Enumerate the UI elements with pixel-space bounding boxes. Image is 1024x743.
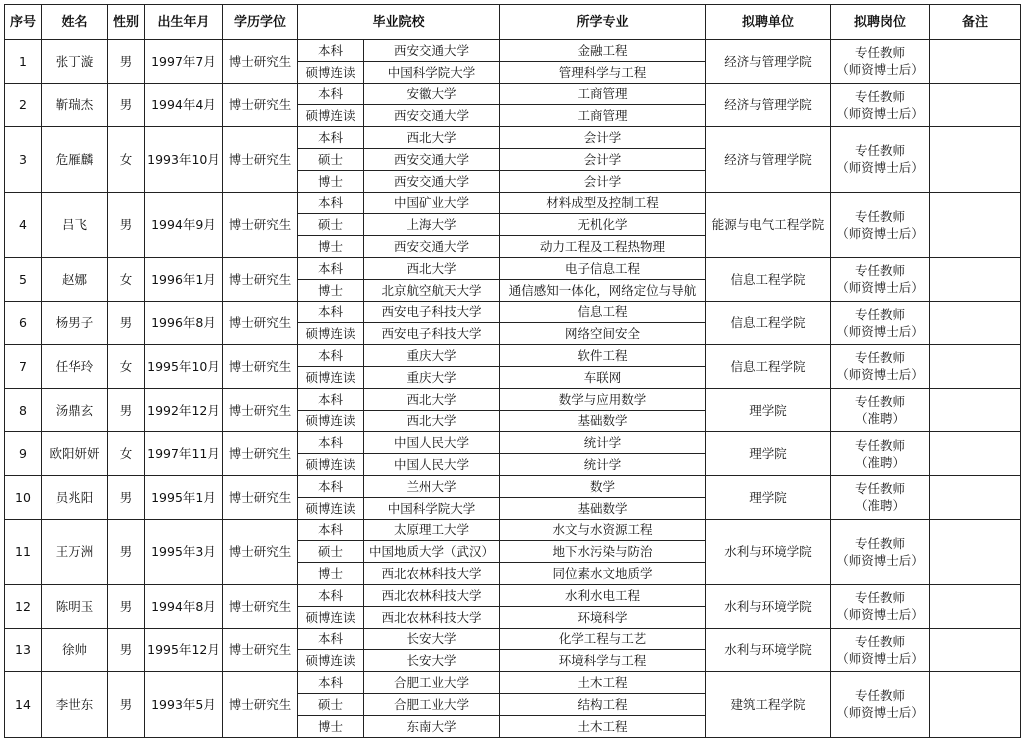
post-title: 专任教师 <box>855 263 906 279</box>
edu-stage-cell: 硕士 <box>298 148 364 170</box>
edu-stage-cell: 本科 <box>298 127 364 149</box>
name-cell: 陈明玉 <box>42 584 108 628</box>
birth-cell: 1992年12月 <box>145 388 223 432</box>
seq-cell: 11 <box>5 519 42 584</box>
post-title: 专任教师 <box>855 535 906 551</box>
edu-stage-cell: 博士 <box>298 279 364 301</box>
degree-cell: 博士研究生 <box>223 301 298 345</box>
post-type: （准聘） <box>855 498 906 514</box>
school-cell: 西安交通大学 <box>364 40 500 62</box>
seq-cell: 1 <box>5 40 42 84</box>
school-cell: 北京航空航天大学 <box>364 279 500 301</box>
gender-cell: 女 <box>108 257 145 301</box>
header-school: 毕业院校 <box>298 5 500 40</box>
seq-cell: 3 <box>5 127 42 192</box>
major-cell: 金融工程 <box>500 40 706 62</box>
edu-stage-cell: 硕博连读 <box>298 61 364 83</box>
birth-cell: 1995年1月 <box>145 475 223 519</box>
major-cell: 电子信息工程 <box>500 257 706 279</box>
remark-cell <box>930 345 1021 389</box>
name-cell: 张丁漩 <box>42 40 108 84</box>
school-cell: 西北大学 <box>364 388 500 410</box>
major-cell: 工商管理 <box>500 105 706 127</box>
header-degree: 学历学位 <box>223 5 298 40</box>
header-birth: 出生年月 <box>145 5 223 40</box>
school-cell: 中国矿业大学 <box>364 192 500 214</box>
school-cell: 合肥工业大学 <box>364 672 500 694</box>
major-cell: 同位素水文地质学 <box>500 563 706 585</box>
birth-cell: 1995年12月 <box>145 628 223 672</box>
birth-cell: 1995年10月 <box>145 345 223 389</box>
edu-stage-cell: 硕博连读 <box>298 454 364 476</box>
remark-cell <box>930 192 1021 257</box>
edu-stage-cell: 本科 <box>298 672 364 694</box>
birth-cell: 1994年8月 <box>145 584 223 628</box>
table-body <box>5 40 1021 738</box>
post-type: （师资博士后） <box>836 62 924 78</box>
unit-cell: 水利与环境学院 <box>706 519 831 584</box>
major-cell: 网络空间安全 <box>500 323 706 345</box>
major-cell: 软件工程 <box>500 345 706 367</box>
header-major: 所学专业 <box>500 5 706 40</box>
post-type: （师资博士后） <box>836 552 924 568</box>
edu-stage-cell: 本科 <box>298 257 364 279</box>
unit-cell: 信息工程学院 <box>706 301 831 345</box>
major-cell: 通信感知一体化，网络定位与导航 <box>500 279 706 301</box>
seq-cell: 13 <box>5 628 42 672</box>
school-cell: 太原理工大学 <box>364 519 500 541</box>
major-cell: 工商管理 <box>500 83 706 105</box>
table-row <box>5 345 1021 367</box>
major-cell: 数学 <box>500 475 706 497</box>
degree-cell: 博士研究生 <box>223 519 298 584</box>
unit-cell: 水利与环境学院 <box>706 628 831 672</box>
gender-cell: 女 <box>108 345 145 389</box>
post-title: 专任教师 <box>855 394 906 410</box>
degree-cell: 博士研究生 <box>223 345 298 389</box>
edu-stage-cell: 本科 <box>298 40 364 62</box>
degree-cell: 博士研究生 <box>223 257 298 301</box>
major-cell: 数学与应用数学 <box>500 388 706 410</box>
name-cell: 吕飞 <box>42 192 108 257</box>
remark-cell <box>930 475 1021 519</box>
birth-cell: 1994年4月 <box>145 83 223 127</box>
post-title: 专任教师 <box>855 437 906 453</box>
gender-cell: 男 <box>108 388 145 432</box>
post-type: （师资博士后） <box>836 160 924 176</box>
unit-cell: 能源与电气工程学院 <box>706 192 831 257</box>
unit-cell: 理学院 <box>706 388 831 432</box>
edu-stage-cell: 硕士 <box>298 693 364 715</box>
post-type: （师资博士后） <box>836 705 924 721</box>
unit-cell: 经济与管理学院 <box>706 40 831 84</box>
post-title: 专任教师 <box>855 306 906 322</box>
gender-cell: 男 <box>108 192 145 257</box>
edu-stage-cell: 硕博连读 <box>298 105 364 127</box>
edu-stage-cell: 硕博连读 <box>298 323 364 345</box>
gender-cell: 女 <box>108 127 145 192</box>
post-title: 专任教师 <box>855 350 906 366</box>
edu-stage-cell: 硕士 <box>298 214 364 236</box>
post-type: （师资博士后） <box>836 323 924 339</box>
remark-cell <box>930 83 1021 127</box>
seq-cell: 4 <box>5 192 42 257</box>
table-row <box>5 672 1021 694</box>
table-row <box>5 628 1021 650</box>
school-cell: 中国人民大学 <box>364 432 500 454</box>
table-row <box>5 192 1021 214</box>
table-row <box>5 475 1021 497</box>
name-cell: 王万洲 <box>42 519 108 584</box>
table-row <box>5 40 1021 62</box>
post-cell <box>831 301 930 345</box>
school-cell: 重庆大学 <box>364 366 500 388</box>
major-cell: 信息工程 <box>500 301 706 323</box>
name-cell: 任华玲 <box>42 345 108 389</box>
unit-cell: 经济与管理学院 <box>706 127 831 192</box>
header-seq: 序号 <box>5 5 42 40</box>
birth-cell: 1997年11月 <box>145 432 223 476</box>
unit-cell: 水利与环境学院 <box>706 584 831 628</box>
remark-cell <box>930 432 1021 476</box>
seq-cell: 10 <box>5 475 42 519</box>
seq-cell: 9 <box>5 432 42 476</box>
school-cell: 兰州大学 <box>364 475 500 497</box>
school-cell: 西安交通大学 <box>364 148 500 170</box>
school-cell: 中国科学院大学 <box>364 497 500 519</box>
post-title: 专任教师 <box>855 88 906 104</box>
school-cell: 西北大学 <box>364 127 500 149</box>
remark-cell <box>930 388 1021 432</box>
major-cell: 结构工程 <box>500 693 706 715</box>
post-type: （师资博士后） <box>836 105 924 121</box>
post-type: （准聘） <box>855 454 906 470</box>
school-cell: 西北农林科技大学 <box>364 584 500 606</box>
name-cell: 赵娜 <box>42 257 108 301</box>
name-cell: 徐帅 <box>42 628 108 672</box>
gender-cell: 男 <box>108 628 145 672</box>
gender-cell: 男 <box>108 301 145 345</box>
unit-cell: 建筑工程学院 <box>706 672 831 737</box>
edu-stage-cell: 硕博连读 <box>298 497 364 519</box>
edu-stage-cell: 本科 <box>298 475 364 497</box>
remark-cell <box>930 628 1021 672</box>
degree-cell: 博士研究生 <box>223 127 298 192</box>
school-cell: 西北农林科技大学 <box>364 606 500 628</box>
edu-stage-cell: 本科 <box>298 192 364 214</box>
school-cell: 重庆大学 <box>364 345 500 367</box>
post-title: 专任教师 <box>855 688 906 704</box>
table-row <box>5 83 1021 105</box>
school-cell: 东南大学 <box>364 715 500 737</box>
school-cell: 中国科学院大学 <box>364 61 500 83</box>
degree-cell: 博士研究生 <box>223 672 298 737</box>
edu-stage-cell: 本科 <box>298 519 364 541</box>
table-row <box>5 519 1021 541</box>
header-gender: 性别 <box>108 5 145 40</box>
seq-cell: 8 <box>5 388 42 432</box>
post-cell <box>831 388 930 432</box>
table-row <box>5 301 1021 323</box>
name-cell: 危雁麟 <box>42 127 108 192</box>
degree-cell: 博士研究生 <box>223 432 298 476</box>
unit-cell: 理学院 <box>706 432 831 476</box>
birth-cell: 1997年7月 <box>145 40 223 84</box>
school-cell: 长安大学 <box>364 628 500 650</box>
edu-stage-cell: 博士 <box>298 236 364 258</box>
name-cell: 靳瑞杰 <box>42 83 108 127</box>
school-cell: 合肥工业大学 <box>364 693 500 715</box>
major-cell: 管理科学与工程 <box>500 61 706 83</box>
seq-cell: 14 <box>5 672 42 737</box>
major-cell: 材料成型及控制工程 <box>500 192 706 214</box>
remark-cell <box>930 127 1021 192</box>
degree-cell: 博士研究生 <box>223 192 298 257</box>
degree-cell: 博士研究生 <box>223 628 298 672</box>
table-row <box>5 432 1021 454</box>
gender-cell: 男 <box>108 40 145 84</box>
major-cell: 基础数学 <box>500 497 706 519</box>
name-cell: 欧阳妍妍 <box>42 432 108 476</box>
edu-stage-cell: 本科 <box>298 388 364 410</box>
header-remark: 备注 <box>930 5 1021 40</box>
remark-cell <box>930 40 1021 84</box>
table-row <box>5 127 1021 149</box>
unit-cell: 理学院 <box>706 475 831 519</box>
major-cell: 会计学 <box>500 127 706 149</box>
gender-cell: 男 <box>108 672 145 737</box>
post-type: （师资博士后） <box>836 650 924 666</box>
school-cell: 西北大学 <box>364 410 500 432</box>
post-title: 专任教师 <box>855 481 906 497</box>
degree-cell: 博士研究生 <box>223 584 298 628</box>
edu-stage-cell: 博士 <box>298 715 364 737</box>
remark-cell <box>930 672 1021 737</box>
edu-stage-cell: 硕博连读 <box>298 650 364 672</box>
major-cell: 动力工程及工程热物理 <box>500 236 706 258</box>
major-cell: 无机化学 <box>500 214 706 236</box>
edu-stage-cell: 硕博连读 <box>298 366 364 388</box>
major-cell: 水文与水资源工程 <box>500 519 706 541</box>
seq-cell: 6 <box>5 301 42 345</box>
table-row <box>5 584 1021 606</box>
unit-cell: 经济与管理学院 <box>706 83 831 127</box>
school-cell: 西安交通大学 <box>364 105 500 127</box>
header-name: 姓名 <box>42 5 108 40</box>
name-cell: 杨男子 <box>42 301 108 345</box>
edu-stage-cell: 本科 <box>298 584 364 606</box>
table-row <box>5 257 1021 279</box>
post-type: （师资博士后） <box>836 367 924 383</box>
post-cell <box>831 127 930 192</box>
major-cell: 会计学 <box>500 170 706 192</box>
degree-cell: 博士研究生 <box>223 475 298 519</box>
post-cell <box>831 83 930 127</box>
seq-cell: 7 <box>5 345 42 389</box>
major-cell: 环境科学 <box>500 606 706 628</box>
gender-cell: 女 <box>108 432 145 476</box>
post-title: 专任教师 <box>855 590 906 606</box>
post-cell <box>831 345 930 389</box>
school-cell: 安徽大学 <box>364 83 500 105</box>
post-cell <box>831 519 930 584</box>
school-cell: 西北大学 <box>364 257 500 279</box>
name-cell: 员兆阳 <box>42 475 108 519</box>
gender-cell: 男 <box>108 519 145 584</box>
major-cell: 基础数学 <box>500 410 706 432</box>
gender-cell: 男 <box>108 83 145 127</box>
post-type: （准聘） <box>855 411 906 427</box>
remark-cell <box>930 584 1021 628</box>
post-cell <box>831 584 930 628</box>
post-cell <box>831 40 930 84</box>
birth-cell: 1996年1月 <box>145 257 223 301</box>
edu-stage-cell: 本科 <box>298 301 364 323</box>
school-cell: 中国地质大学（武汉） <box>364 541 500 563</box>
unit-cell: 信息工程学院 <box>706 257 831 301</box>
edu-stage-cell: 本科 <box>298 345 364 367</box>
header-row <box>5 5 1021 40</box>
birth-cell: 1993年10月 <box>145 127 223 192</box>
post-cell <box>831 628 930 672</box>
major-cell: 土木工程 <box>500 672 706 694</box>
edu-stage-cell: 博士 <box>298 563 364 585</box>
school-cell: 西安电子科技大学 <box>364 301 500 323</box>
school-cell: 中国人民大学 <box>364 454 500 476</box>
post-type: （师资博士后） <box>836 225 924 241</box>
major-cell: 土木工程 <box>500 715 706 737</box>
post-title: 专任教师 <box>855 143 906 159</box>
school-cell: 上海大学 <box>364 214 500 236</box>
degree-cell: 博士研究生 <box>223 388 298 432</box>
post-type: （师资博士后） <box>836 607 924 623</box>
gender-cell: 男 <box>108 475 145 519</box>
post-cell <box>831 475 930 519</box>
degree-cell: 博士研究生 <box>223 40 298 84</box>
edu-stage-cell: 硕士 <box>298 541 364 563</box>
school-cell: 长安大学 <box>364 650 500 672</box>
post-title: 专任教师 <box>855 45 906 61</box>
major-cell: 统计学 <box>500 454 706 476</box>
seq-cell: 5 <box>5 257 42 301</box>
school-cell: 西北农林科技大学 <box>364 563 500 585</box>
school-cell: 西安交通大学 <box>364 236 500 258</box>
unit-cell: 信息工程学院 <box>706 345 831 389</box>
birth-cell: 1993年5月 <box>145 672 223 737</box>
major-cell: 化学工程与工艺 <box>500 628 706 650</box>
edu-stage-cell: 本科 <box>298 432 364 454</box>
seq-cell: 12 <box>5 584 42 628</box>
edu-stage-cell: 本科 <box>298 83 364 105</box>
edu-stage-cell: 本科 <box>298 628 364 650</box>
post-cell <box>831 257 930 301</box>
header-unit: 拟聘单位 <box>706 5 831 40</box>
post-title: 专任教师 <box>855 208 906 224</box>
major-cell: 环境科学与工程 <box>500 650 706 672</box>
remark-cell <box>930 257 1021 301</box>
post-type: （师资博士后） <box>836 280 924 296</box>
major-cell: 会计学 <box>500 148 706 170</box>
gender-cell: 男 <box>108 584 145 628</box>
header-post: 拟聘岗位 <box>831 5 930 40</box>
school-cell: 西安交通大学 <box>364 170 500 192</box>
post-cell <box>831 192 930 257</box>
major-cell: 水利水电工程 <box>500 584 706 606</box>
major-cell: 车联网 <box>500 366 706 388</box>
birth-cell: 1996年8月 <box>145 301 223 345</box>
remark-cell <box>930 301 1021 345</box>
post-title: 专任教师 <box>855 633 906 649</box>
post-cell <box>831 432 930 476</box>
name-cell: 汤鼎玄 <box>42 388 108 432</box>
edu-stage-cell: 硕博连读 <box>298 606 364 628</box>
birth-cell: 1994年9月 <box>145 192 223 257</box>
edu-stage-cell: 硕博连读 <box>298 410 364 432</box>
table-row <box>5 388 1021 410</box>
major-cell: 地下水污染与防治 <box>500 541 706 563</box>
post-cell <box>831 672 930 737</box>
edu-stage-cell: 博士 <box>298 170 364 192</box>
birth-cell: 1995年3月 <box>145 519 223 584</box>
candidate-table <box>4 4 1021 738</box>
remark-cell <box>930 519 1021 584</box>
school-cell: 西安电子科技大学 <box>364 323 500 345</box>
degree-cell: 博士研究生 <box>223 83 298 127</box>
name-cell: 李世东 <box>42 672 108 737</box>
seq-cell: 2 <box>5 83 42 127</box>
major-cell: 统计学 <box>500 432 706 454</box>
